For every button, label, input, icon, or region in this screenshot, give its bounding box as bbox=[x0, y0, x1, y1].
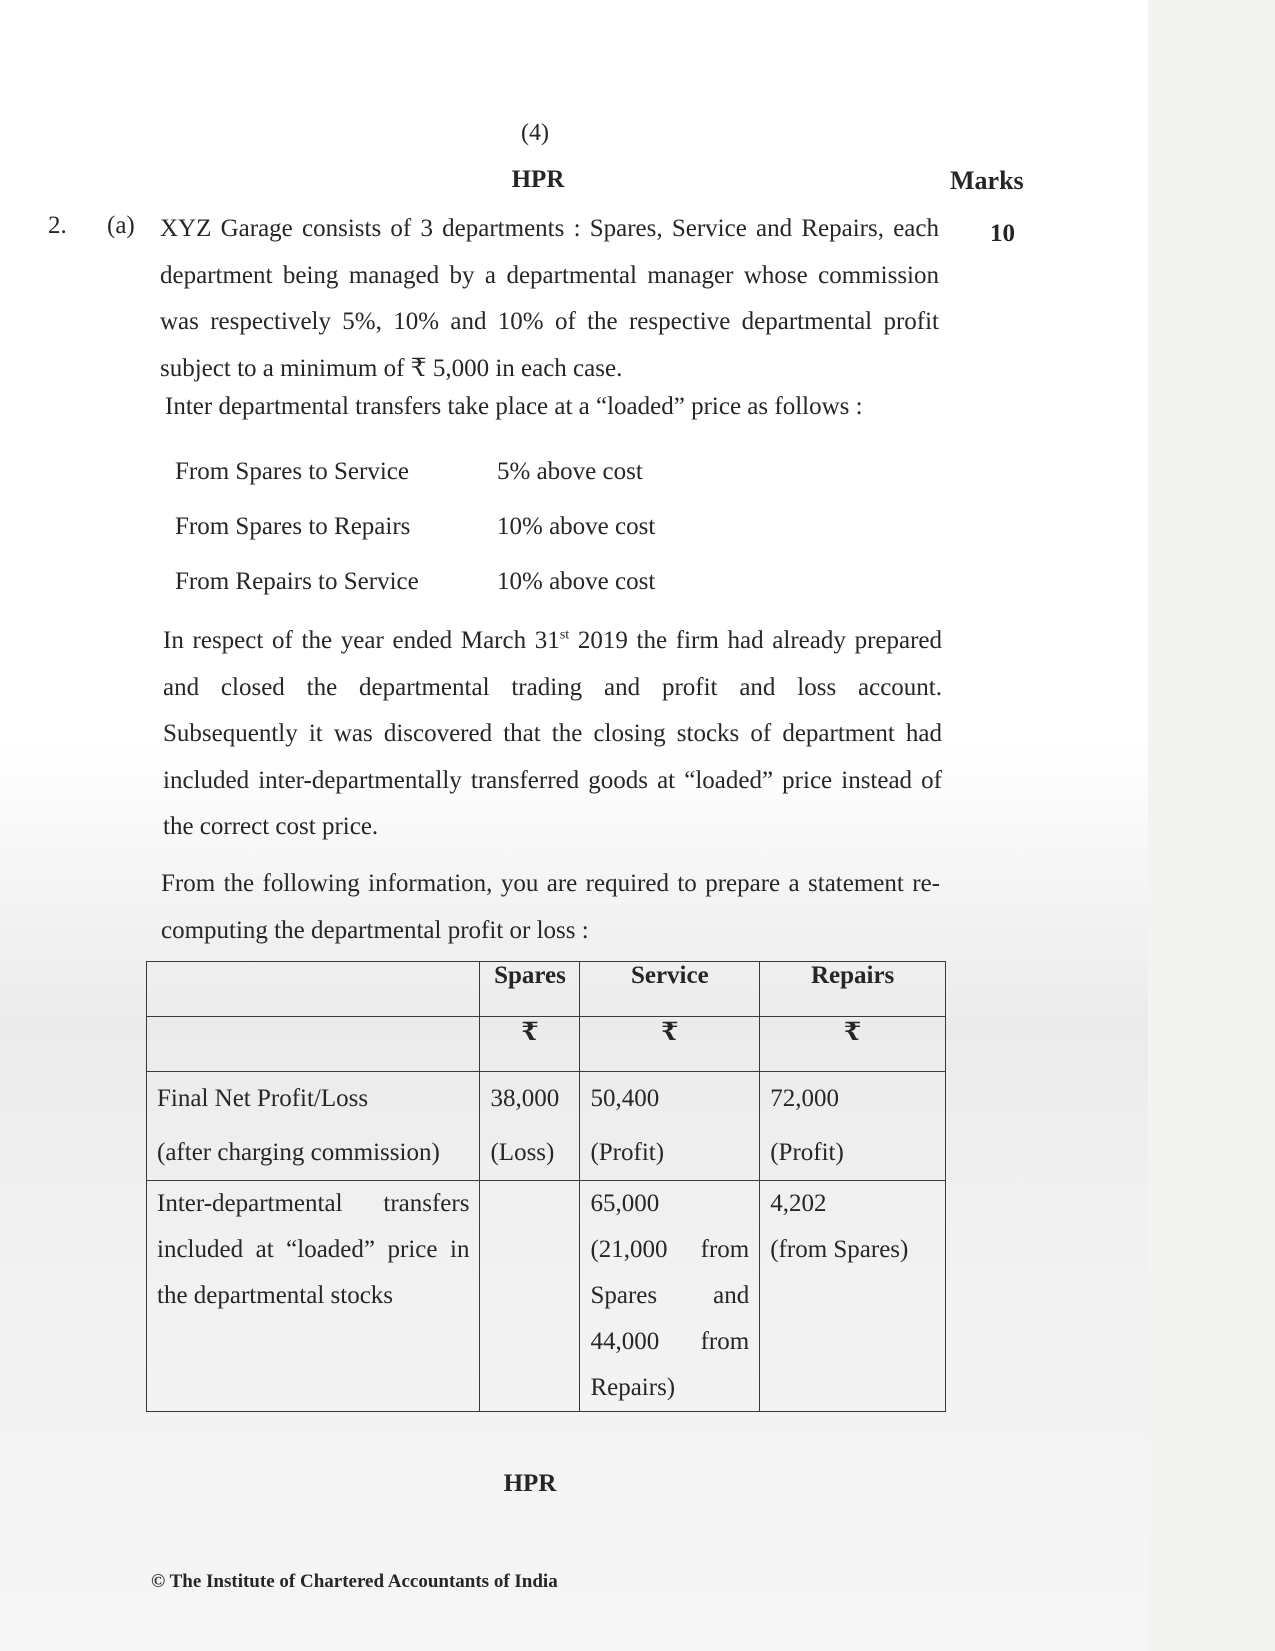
marks-heading: Marks bbox=[950, 166, 1024, 195]
question-paragraph-2: Inter departmental transfers take place at a “loaded” price as follows : bbox=[165, 393, 863, 420]
spares-transfer-cell bbox=[480, 1181, 580, 1412]
departmental-data-table bbox=[146, 961, 946, 1412]
cell-note: (Profit) bbox=[770, 1139, 844, 1166]
question-paragraph-1: XYZ Garage consists of 3 departments : Spares, Service and Repairs, each department being managed by a departmental manager whose commission was respectively 5%, 10% and 10% of the respective departmental profit subject to a minimum of ₹ 5,000 in each case. bbox=[160, 215, 939, 382]
rupee-symbol: ₹ bbox=[480, 1017, 580, 1072]
copyright-footer: © The Institute of Chartered Accountants of India bbox=[151, 1571, 558, 1592]
question-paragraph-3 bbox=[163, 618, 942, 851]
paper-code-top: HPR bbox=[511, 166, 565, 193]
row-label-net-profit bbox=[147, 1072, 480, 1181]
currency-blank bbox=[147, 1017, 480, 1072]
paragraph-3-start: In respect of the year ended March 31 bbox=[163, 627, 560, 654]
cell-note: (Profit) bbox=[590, 1139, 665, 1166]
label-text: Inter-departmental transfers included at “loaded” price in the departmental stocks bbox=[157, 1190, 470, 1309]
rupee-symbol: ₹ bbox=[580, 1017, 760, 1072]
service-transfer-cell bbox=[580, 1181, 760, 1412]
header-service: Service bbox=[580, 962, 760, 1017]
transfer-rate: 10% above cost bbox=[497, 568, 656, 595]
cell-value: 4,202 bbox=[770, 1190, 827, 1217]
marks-value: 10 bbox=[990, 220, 1015, 247]
repairs-transfer-cell bbox=[760, 1181, 946, 1412]
question-number: 2. bbox=[48, 212, 67, 239]
table-row bbox=[147, 1181, 946, 1412]
rupee-symbol: ₹ bbox=[760, 1017, 946, 1072]
paragraph-3-rest: 2019 the firm had already prepared and closed the departmental trading and profit and loss account. Subsequently it was discovered that the closing stocks of department had included inter-departmentally transferred goods at “loaded” price instead of the correct cost price. bbox=[163, 627, 943, 840]
table-header-row bbox=[147, 962, 946, 1017]
paper-code-bottom: HPR bbox=[503, 1470, 557, 1497]
table-row bbox=[147, 1072, 946, 1181]
label-line: (after charging commission) bbox=[157, 1139, 440, 1166]
cell-note: (Loss) bbox=[490, 1139, 555, 1166]
table-header-blank bbox=[147, 962, 480, 1017]
cell-note: (21,000 from Spares and 44,000 from Repairs) bbox=[590, 1236, 750, 1401]
transfer-row bbox=[175, 458, 643, 486]
transfer-rate: 5% above cost bbox=[497, 458, 643, 485]
service-profit-cell bbox=[580, 1072, 760, 1181]
transfer-route: From Spares to Service bbox=[175, 458, 409, 485]
ordinal-suffix: st bbox=[559, 627, 570, 643]
header-repairs: Repairs bbox=[760, 962, 946, 1017]
transfer-route: From Repairs to Service bbox=[175, 568, 419, 595]
page-number: (4) bbox=[521, 120, 549, 146]
transfer-row bbox=[175, 513, 655, 541]
transfer-row bbox=[175, 568, 655, 596]
question-part: (a) bbox=[107, 212, 135, 239]
cell-value: 50,400 bbox=[590, 1085, 660, 1112]
cell-note: (from Spares) bbox=[770, 1236, 909, 1263]
label-line: Final Net Profit/Loss bbox=[157, 1085, 369, 1112]
transfer-rate: 10% above cost bbox=[497, 513, 656, 540]
cell-value: 72,000 bbox=[770, 1085, 839, 1112]
cell-value: 65,000 bbox=[590, 1190, 660, 1217]
repairs-profit-cell bbox=[760, 1072, 946, 1181]
currency-row bbox=[147, 1017, 946, 1072]
spares-profit-cell bbox=[480, 1072, 580, 1181]
row-label-transfers bbox=[147, 1181, 480, 1412]
cell-value: 38,000 bbox=[490, 1085, 560, 1112]
transfer-route: From Spares to Repairs bbox=[175, 513, 411, 540]
header-spares: Spares bbox=[480, 962, 580, 1017]
question-paragraph-4: From the following information, you are required to prepare a statement re-computing the departmental profit or loss : bbox=[161, 870, 940, 944]
